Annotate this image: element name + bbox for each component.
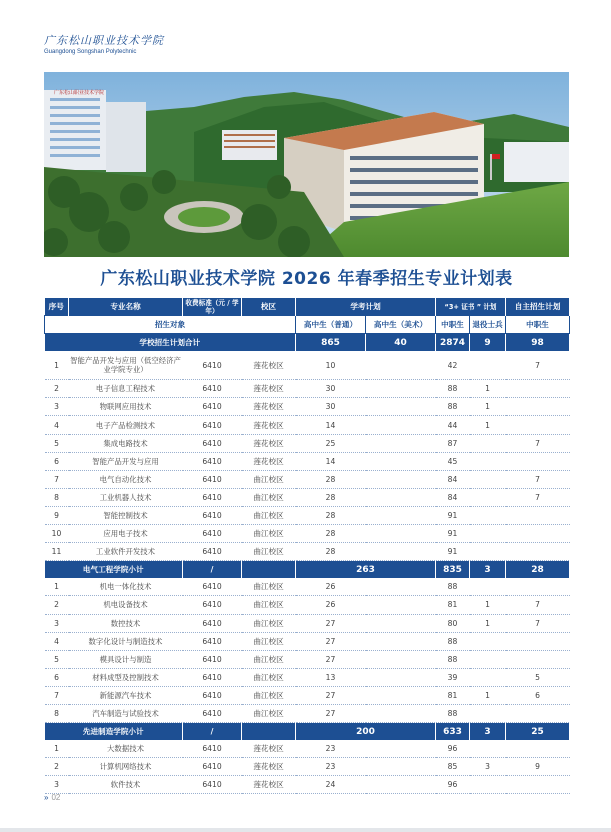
- row-hs-art: [366, 398, 436, 416]
- row-campus: 莲花校区: [242, 740, 296, 758]
- row-campus: 莲花校区: [242, 398, 296, 416]
- row-seq: 3: [45, 776, 69, 794]
- row-major-name: 数控技术: [69, 614, 183, 632]
- subtotal-veteran: 3: [470, 561, 506, 579]
- row-campus: 曲江校区: [242, 578, 296, 596]
- row-fee: 6410: [183, 632, 242, 650]
- enrollment-plan-table: [44, 298, 570, 794]
- row-fee: 6410: [183, 650, 242, 668]
- row-fee: 6410: [183, 668, 242, 686]
- row-fee: 6410: [183, 740, 242, 758]
- row-fee: 6410: [183, 416, 242, 434]
- row-fee: 6410: [183, 578, 242, 596]
- row-campus: 曲江校区: [242, 668, 296, 686]
- table-row: [45, 380, 570, 398]
- row-hs-general: 26: [296, 596, 366, 614]
- table-row: [45, 434, 570, 452]
- row-veteran: [470, 488, 506, 506]
- row-self: [506, 776, 570, 794]
- row-hs-art: [366, 632, 436, 650]
- row-self: 7: [506, 614, 570, 632]
- sign-text: 广东松山职业技术学院: [54, 90, 105, 96]
- row-seq: 9: [45, 506, 69, 524]
- row-major-name: 大数据技术: [69, 740, 183, 758]
- page-footer: [44, 793, 60, 802]
- row-fee: 6410: [183, 758, 242, 776]
- row-seq: 2: [45, 596, 69, 614]
- row-hs-art: [366, 525, 436, 543]
- row-major-name: 集成电路技术: [69, 434, 183, 452]
- row-campus: 莲花校区: [242, 434, 296, 452]
- row-campus: 曲江校区: [242, 506, 296, 524]
- row-seq: 1: [45, 351, 69, 380]
- row-self: [506, 543, 570, 561]
- logo-chinese: 广东松山职业技术学院: [44, 34, 164, 47]
- row-veteran: 1: [470, 416, 506, 434]
- page-title: 广东松山职业技术学院 2026 年春季招生专业计划表: [100, 269, 513, 289]
- row-vocational: 91: [436, 506, 470, 524]
- table-row: [45, 578, 570, 596]
- table-row: [45, 758, 570, 776]
- row-major-name: 物联网应用技术: [69, 398, 183, 416]
- row-hs-general: 23: [296, 758, 366, 776]
- row-fee: 6410: [183, 452, 242, 470]
- row-self: 9: [506, 758, 570, 776]
- row-seq: 5: [45, 434, 69, 452]
- row-seq: 4: [45, 632, 69, 650]
- subtotal-self: 25: [506, 723, 570, 741]
- row-seq: 10: [45, 525, 69, 543]
- row-veteran: 1: [470, 614, 506, 632]
- row-hs-art: [366, 596, 436, 614]
- row-fee: 6410: [183, 614, 242, 632]
- row-fee: 6410: [183, 506, 242, 524]
- row-hs-general: 10: [296, 351, 366, 380]
- row-veteran: [470, 506, 506, 524]
- row-self: 6: [506, 686, 570, 704]
- row-veteran: [470, 704, 506, 722]
- row-hs-general: 14: [296, 416, 366, 434]
- subtotal-row: [45, 561, 570, 579]
- total-veteran: 9: [470, 334, 506, 352]
- school-logo: [44, 32, 164, 55]
- row-seq: 6: [45, 452, 69, 470]
- row-campus: 曲江校区: [242, 704, 296, 722]
- row-vocational: 87: [436, 434, 470, 452]
- row-major-name: 智能产品开发与应用: [69, 452, 183, 470]
- table-row: [45, 650, 570, 668]
- row-fee: 6410: [183, 351, 242, 380]
- row-seq: 1: [45, 740, 69, 758]
- row-fee: 6410: [183, 686, 242, 704]
- subtotal-veteran: 3: [470, 723, 506, 741]
- row-vocational: 42: [436, 351, 470, 380]
- row-fee: 6410: [183, 380, 242, 398]
- subheader-target: 招生对象: [45, 316, 296, 334]
- row-vocational: 84: [436, 470, 470, 488]
- total-hs-general: 865: [296, 334, 366, 352]
- page-number: 02: [51, 793, 61, 802]
- table-row: [45, 416, 570, 434]
- row-seq: 8: [45, 488, 69, 506]
- subtotal-self: 28: [506, 561, 570, 579]
- row-seq: 7: [45, 470, 69, 488]
- total-self: 98: [506, 334, 570, 352]
- row-vocational: 88: [436, 632, 470, 650]
- row-vocational: 91: [436, 543, 470, 561]
- double-chevron-icon: »: [44, 793, 49, 802]
- row-hs-art: [366, 488, 436, 506]
- row-fee: 6410: [183, 525, 242, 543]
- row-self: 7: [506, 488, 570, 506]
- row-veteran: [470, 740, 506, 758]
- row-hs-art: [366, 776, 436, 794]
- row-veteran: 1: [470, 686, 506, 704]
- header-seq: 序号: [45, 298, 69, 316]
- table-header-row: [45, 298, 570, 316]
- row-major-name: 电子产品检测技术: [69, 416, 183, 434]
- row-major-name: 汽车制造与试验技术: [69, 704, 183, 722]
- subtotal-hs-general: 200: [296, 723, 436, 741]
- subheader-vocational-self: 中职生: [506, 316, 570, 334]
- row-hs-general: 27: [296, 704, 366, 722]
- table-subheader-row: [45, 316, 570, 334]
- row-hs-general: 30: [296, 398, 366, 416]
- row-veteran: 1: [470, 380, 506, 398]
- row-fee: 6410: [183, 776, 242, 794]
- table-row: [45, 632, 570, 650]
- row-hs-general: 26: [296, 578, 366, 596]
- subheader-hs-general: 高中生（普通）: [296, 316, 366, 334]
- row-hs-art: [366, 704, 436, 722]
- row-hs-general: 23: [296, 740, 366, 758]
- row-self: 7: [506, 596, 570, 614]
- table-row: [45, 488, 570, 506]
- subtotal-fee: /: [183, 723, 242, 741]
- row-hs-general: 27: [296, 632, 366, 650]
- row-hs-general: 28: [296, 506, 366, 524]
- table-row: [45, 398, 570, 416]
- row-hs-general: 27: [296, 686, 366, 704]
- row-self: [506, 506, 570, 524]
- row-self: [506, 416, 570, 434]
- row-fee: 6410: [183, 596, 242, 614]
- table-row: [45, 668, 570, 686]
- row-campus: 曲江校区: [242, 470, 296, 488]
- row-vocational: 80: [436, 614, 470, 632]
- row-vocational: 39: [436, 668, 470, 686]
- table-row: [45, 686, 570, 704]
- row-vocational: 96: [436, 776, 470, 794]
- row-seq: 2: [45, 380, 69, 398]
- subtotal-hs-general: 263: [296, 561, 436, 579]
- row-seq: 8: [45, 704, 69, 722]
- row-veteran: [470, 650, 506, 668]
- row-hs-general: 14: [296, 452, 366, 470]
- row-veteran: 1: [470, 596, 506, 614]
- subtotal-vocational: 835: [436, 561, 470, 579]
- row-vocational: 81: [436, 686, 470, 704]
- row-hs-art: [366, 650, 436, 668]
- row-hs-art: [366, 543, 436, 561]
- row-seq: 7: [45, 686, 69, 704]
- row-campus: 莲花校区: [242, 380, 296, 398]
- subheader-hs-art: 高中生（美术）: [366, 316, 436, 334]
- row-fee: 6410: [183, 488, 242, 506]
- row-hs-art: [366, 506, 436, 524]
- row-campus: 莲花校区: [242, 351, 296, 380]
- row-hs-art: [366, 416, 436, 434]
- row-hs-general: 24: [296, 776, 366, 794]
- row-self: [506, 650, 570, 668]
- table-row: [45, 704, 570, 722]
- row-self: [506, 398, 570, 416]
- row-fee: 6410: [183, 704, 242, 722]
- row-major-name: 新能源汽车技术: [69, 686, 183, 704]
- row-hs-art: [366, 578, 436, 596]
- logo-english: Guangdong Songshan Polytechnic: [44, 49, 137, 55]
- row-hs-general: 13: [296, 668, 366, 686]
- total-row: [45, 334, 570, 352]
- row-vocational: 88: [436, 650, 470, 668]
- row-hs-general: 28: [296, 525, 366, 543]
- row-vocational: 88: [436, 578, 470, 596]
- row-hs-art: [366, 470, 436, 488]
- row-self: [506, 740, 570, 758]
- header-campus: 校区: [242, 298, 296, 316]
- total-hs-art: 40: [366, 334, 436, 352]
- row-major-name: 智能控制技术: [69, 506, 183, 524]
- row-major-name: 应用电子技术: [69, 525, 183, 543]
- row-major-name: 软件技术: [69, 776, 183, 794]
- row-major-name: 机电设备技术: [69, 596, 183, 614]
- header-fee: 收费标准（元 / 学年）: [183, 298, 242, 316]
- row-hs-art: [366, 668, 436, 686]
- row-seq: 1: [45, 578, 69, 596]
- header-exam-plan: 学考计划: [296, 298, 436, 316]
- row-vocational: 81: [436, 596, 470, 614]
- row-seq: 5: [45, 650, 69, 668]
- row-vocational: 85: [436, 758, 470, 776]
- row-self: [506, 452, 570, 470]
- campus-photo: [44, 72, 569, 257]
- row-hs-general: 30: [296, 380, 366, 398]
- row-major-name: 数字化设计与制造技术: [69, 632, 183, 650]
- row-fee: 6410: [183, 434, 242, 452]
- row-major-name: 模具设计与制造: [69, 650, 183, 668]
- row-campus: 曲江校区: [242, 596, 296, 614]
- total-vocational: 2874: [436, 334, 470, 352]
- row-campus: 曲江校区: [242, 614, 296, 632]
- subheader-veteran: 退役士兵: [470, 316, 506, 334]
- row-veteran: [470, 525, 506, 543]
- row-veteran: [470, 668, 506, 686]
- row-hs-art: [366, 380, 436, 398]
- header-cert-plan: “3+ 证书 ” 计划: [436, 298, 506, 316]
- row-vocational: 88: [436, 704, 470, 722]
- row-fee: 6410: [183, 470, 242, 488]
- table-row: [45, 740, 570, 758]
- header-self-plan: 自主招生计划: [506, 298, 570, 316]
- table-row: [45, 351, 570, 380]
- row-vocational: 91: [436, 525, 470, 543]
- table-row: [45, 614, 570, 632]
- row-vocational: 88: [436, 380, 470, 398]
- row-hs-general: 27: [296, 650, 366, 668]
- row-campus: 曲江校区: [242, 632, 296, 650]
- row-campus: 曲江校区: [242, 650, 296, 668]
- row-campus: 曲江校区: [242, 686, 296, 704]
- row-major-name: 智能产品开发与应用（低空经济产业学院专业）: [69, 351, 183, 380]
- row-campus: 曲江校区: [242, 488, 296, 506]
- row-hs-art: [366, 614, 436, 632]
- row-seq: 6: [45, 668, 69, 686]
- row-veteran: [470, 434, 506, 452]
- table-row: [45, 470, 570, 488]
- row-self: [506, 380, 570, 398]
- row-major-name: 材料成型及控制技术: [69, 668, 183, 686]
- row-vocational: 44: [436, 416, 470, 434]
- subheader-vocational: 中职生: [436, 316, 470, 334]
- table-row: [45, 525, 570, 543]
- row-veteran: 1: [470, 398, 506, 416]
- row-campus: 曲江校区: [242, 525, 296, 543]
- row-hs-general: 28: [296, 543, 366, 561]
- row-veteran: [470, 351, 506, 380]
- bottom-divider: [0, 828, 611, 832]
- row-campus: 曲江校区: [242, 543, 296, 561]
- row-seq: 2: [45, 758, 69, 776]
- subtotal-label: 电气工程学院小计: [45, 561, 183, 579]
- row-vocational: 96: [436, 740, 470, 758]
- row-veteran: [470, 543, 506, 561]
- row-veteran: [470, 452, 506, 470]
- row-hs-general: 27: [296, 614, 366, 632]
- row-vocational: 88: [436, 398, 470, 416]
- row-hs-art: [366, 351, 436, 380]
- row-seq: 4: [45, 416, 69, 434]
- row-hs-art: [366, 434, 436, 452]
- row-hs-art: [366, 740, 436, 758]
- row-hs-art: [366, 758, 436, 776]
- row-fee: 6410: [183, 543, 242, 561]
- row-self: 7: [506, 434, 570, 452]
- row-major-name: 计算机网络技术: [69, 758, 183, 776]
- row-campus: 莲花校区: [242, 416, 296, 434]
- row-veteran: [470, 578, 506, 596]
- row-self: 5: [506, 668, 570, 686]
- row-campus: 莲花校区: [242, 758, 296, 776]
- row-self: [506, 704, 570, 722]
- row-campus: 莲花校区: [242, 452, 296, 470]
- row-major-name: 工业机器人技术: [69, 488, 183, 506]
- row-major-name: 机电一体化技术: [69, 578, 183, 596]
- subtotal-campus: [242, 561, 296, 579]
- row-self: 7: [506, 351, 570, 380]
- row-vocational: 84: [436, 488, 470, 506]
- row-veteran: [470, 632, 506, 650]
- table-row: [45, 776, 570, 794]
- row-hs-art: [366, 452, 436, 470]
- row-hs-general: 28: [296, 488, 366, 506]
- row-self: [506, 632, 570, 650]
- table-row: [45, 543, 570, 561]
- row-vocational: 45: [436, 452, 470, 470]
- row-self: [506, 525, 570, 543]
- header-name: 专业名称: [69, 298, 183, 316]
- row-veteran: [470, 470, 506, 488]
- row-fee: 6410: [183, 398, 242, 416]
- row-hs-general: 28: [296, 470, 366, 488]
- row-veteran: [470, 776, 506, 794]
- total-label: 学校招生计划合计: [45, 334, 296, 352]
- row-veteran: 3: [470, 758, 506, 776]
- subtotal-fee: /: [183, 561, 242, 579]
- row-hs-general: 25: [296, 434, 366, 452]
- subtotal-campus: [242, 723, 296, 741]
- table-row: [45, 506, 570, 524]
- row-major-name: 电子信息工程技术: [69, 380, 183, 398]
- row-self: 7: [506, 470, 570, 488]
- row-seq: 3: [45, 398, 69, 416]
- row-self: [506, 578, 570, 596]
- table-row: [45, 596, 570, 614]
- row-major-name: 电气自动化技术: [69, 470, 183, 488]
- row-seq: 11: [45, 543, 69, 561]
- row-major-name: 工业软件开发技术: [69, 543, 183, 561]
- subtotal-label: 先进制造学院小计: [45, 723, 183, 741]
- table-row: [45, 452, 570, 470]
- subtotal-vocational: 633: [436, 723, 470, 741]
- row-hs-art: [366, 686, 436, 704]
- row-seq: 3: [45, 614, 69, 632]
- subtotal-row: [45, 723, 570, 741]
- row-campus: 莲花校区: [242, 776, 296, 794]
